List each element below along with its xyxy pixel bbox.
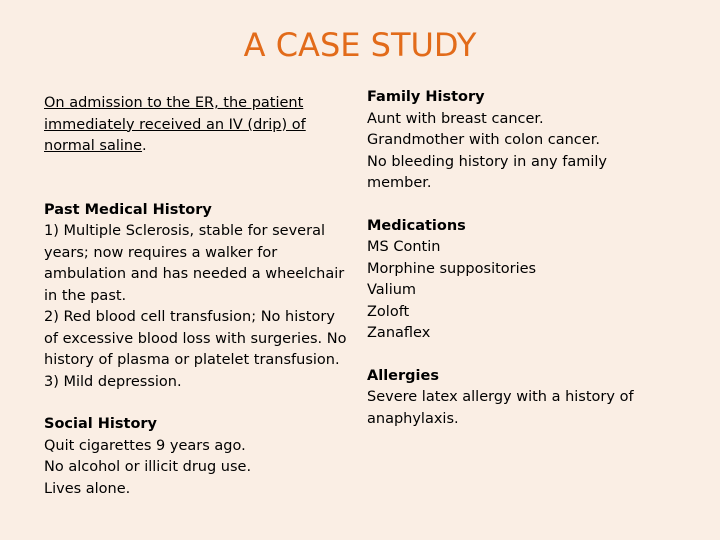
past-medical-history-line: ambulation and has needed a wheelchair [44, 266, 345, 282]
allergies-line: anaphylaxis. [367, 410, 459, 427]
left-column [44, 93, 354, 500]
medication-item: MS Contin [367, 239, 441, 255]
past-medical-history-line: of excessive blood loss with surgeries. No [44, 330, 347, 347]
allergies-heading: Allergies [367, 367, 439, 384]
family-history-line: Aunt with breast cancer. [367, 110, 544, 127]
medication-item: Morphine suppositories [367, 260, 537, 277]
right-column [367, 87, 667, 430]
social-history-heading: Social History [44, 416, 158, 432]
family-history-section [367, 87, 667, 195]
family-history-line: Grandmother with colon cancer. [367, 132, 600, 148]
social-history-line: Quit cigarettes 9 years ago. [44, 437, 246, 454]
medications-section [367, 216, 667, 345]
past-medical-history-line: in the past. [44, 287, 127, 304]
past-medical-history-section [44, 200, 354, 394]
admission-note [44, 93, 354, 158]
admission-line-last [44, 136, 354, 158]
admission-line: immediately received an IV (drip) of [44, 116, 306, 133]
medication-item: Valium [367, 282, 417, 298]
allergies-section [367, 366, 667, 431]
past-medical-history-line: history of plasma or platelet transfusion. [44, 352, 340, 368]
social-history-line: No alcohol or illicit drug use. [44, 459, 252, 475]
page-title: A CASE STUDY [243, 26, 477, 64]
medication-item: Zoloft [367, 303, 410, 320]
medications-heading: Medications [367, 217, 466, 234]
past-medical-history-heading: Past Medical History [44, 201, 212, 218]
social-history-line: Lives alone. [44, 480, 131, 497]
family-history-line: member. [367, 175, 432, 191]
past-medical-history-line: years; now requires a walker for [44, 244, 278, 261]
social-history-section [44, 414, 354, 500]
admission-line-text: normal saline [44, 138, 143, 154]
past-medical-history-line: 2) Red blood cell transfusion; No history [44, 309, 335, 325]
family-history-heading: Family History [367, 89, 485, 105]
past-medical-history-line: 3) Mild depression. [44, 373, 182, 390]
past-medical-history-line: 1) Multiple Sclerosis, stable for several [44, 223, 325, 239]
admission-line: On admission to the ER, the patient [44, 95, 304, 111]
admission-period: . [142, 138, 147, 154]
family-history-line: No bleeding history in any family [367, 153, 607, 170]
medication-item: Zanaflex [367, 325, 431, 341]
allergies-line: Severe latex allergy with a history of [367, 389, 634, 405]
